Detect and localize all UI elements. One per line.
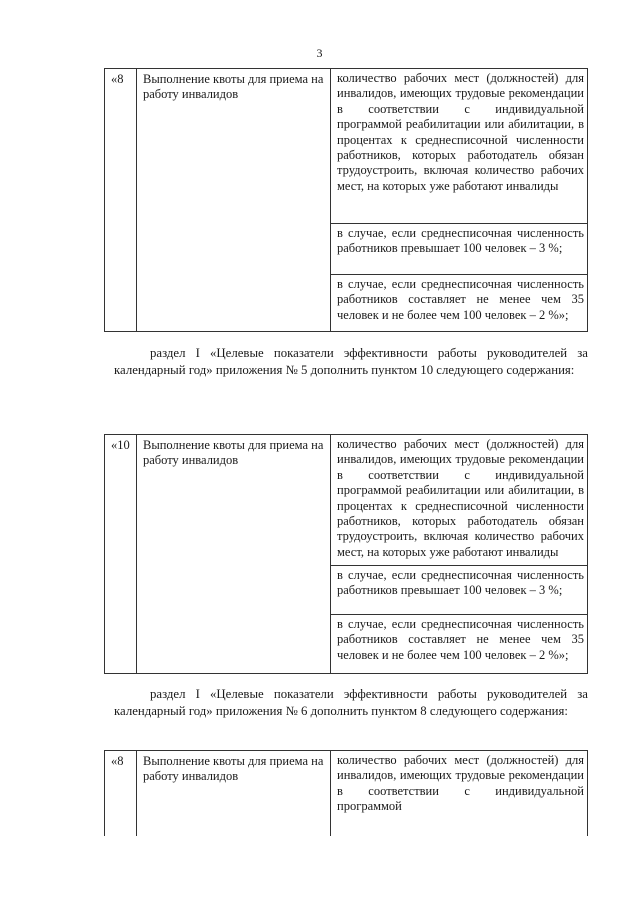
indicator-table-2 bbox=[104, 434, 588, 674]
indicator-definition: количество рабочих мест (должностей) для инвалидов, имеющих трудовые рекомендации в соответствии с индивидуальной программой реабилитации или абилитации, в процентах к среднесписочной численности работников, которых работодатель обязан трудоустроить, включая количество рабочих мест, на которых уже работают инвалиды bbox=[337, 71, 584, 193]
indicator-definition-cell bbox=[330, 434, 588, 674]
item-number: «10 bbox=[104, 434, 136, 674]
indicator-definition-cell bbox=[330, 750, 588, 836]
indicator-name: Выполнение квоты для приема на работу инвалидов bbox=[136, 434, 330, 674]
indicator-definition: количество рабочих мест (должностей) для инвалидов, имеющих трудовые рекомендации в соответствии с индивидуальной программой bbox=[337, 753, 584, 814]
page-number: 3 bbox=[316, 46, 323, 60]
threshold-case-2: в случае, если среднесписочная численность работников составляет не менее чем 35 человек и не более чем 100 человек – 2 %»; bbox=[331, 614, 587, 665]
item-number: «8 bbox=[104, 750, 136, 836]
amendment-paragraph-2: раздел I «Целевые показатели эффективности работы руководителей за календарный год» приложения № 6 дополнить пунктом 8 следующего содержания: bbox=[114, 687, 588, 718]
indicator-table-3 bbox=[104, 750, 588, 836]
indicator-definition: количество рабочих мест (должностей) для инвалидов, имеющих трудовые рекомендации в соответствии с индивидуальной программой реабилитации или абилитации, в процентах к среднесписочной численности работников, которых работодатель обязан трудоустроить, включая количество рабочих мест, на которых уже работают инвалиды bbox=[337, 437, 584, 559]
table-row bbox=[104, 750, 588, 836]
amendment-paragraph-1: раздел I «Целевые показатели эффективности работы руководителей за календарный год» приложения № 5 дополнить пунктом 10 следующего содержания: bbox=[114, 346, 588, 377]
indicator-definition-cell bbox=[330, 68, 588, 332]
threshold-case-1: в случае, если среднесписочная численность работников превышает 100 человек – 3 %; bbox=[331, 223, 587, 274]
indicator-name: Выполнение квоты для приема на работу инвалидов bbox=[136, 68, 330, 332]
table-row bbox=[104, 434, 588, 674]
threshold-case-2: в случае, если среднесписочная численность работников составляет не менее чем 35 человек и не более чем 100 человек – 2 %»; bbox=[331, 274, 587, 325]
indicator-table-1 bbox=[104, 68, 588, 332]
item-number: «8 bbox=[104, 68, 136, 332]
table-row bbox=[104, 68, 588, 332]
threshold-case-1: в случае, если среднесписочная численность работников превышает 100 человек – 3 %; bbox=[331, 565, 587, 614]
indicator-name: Выполнение квоты для приема на работу инвалидов bbox=[136, 750, 330, 836]
